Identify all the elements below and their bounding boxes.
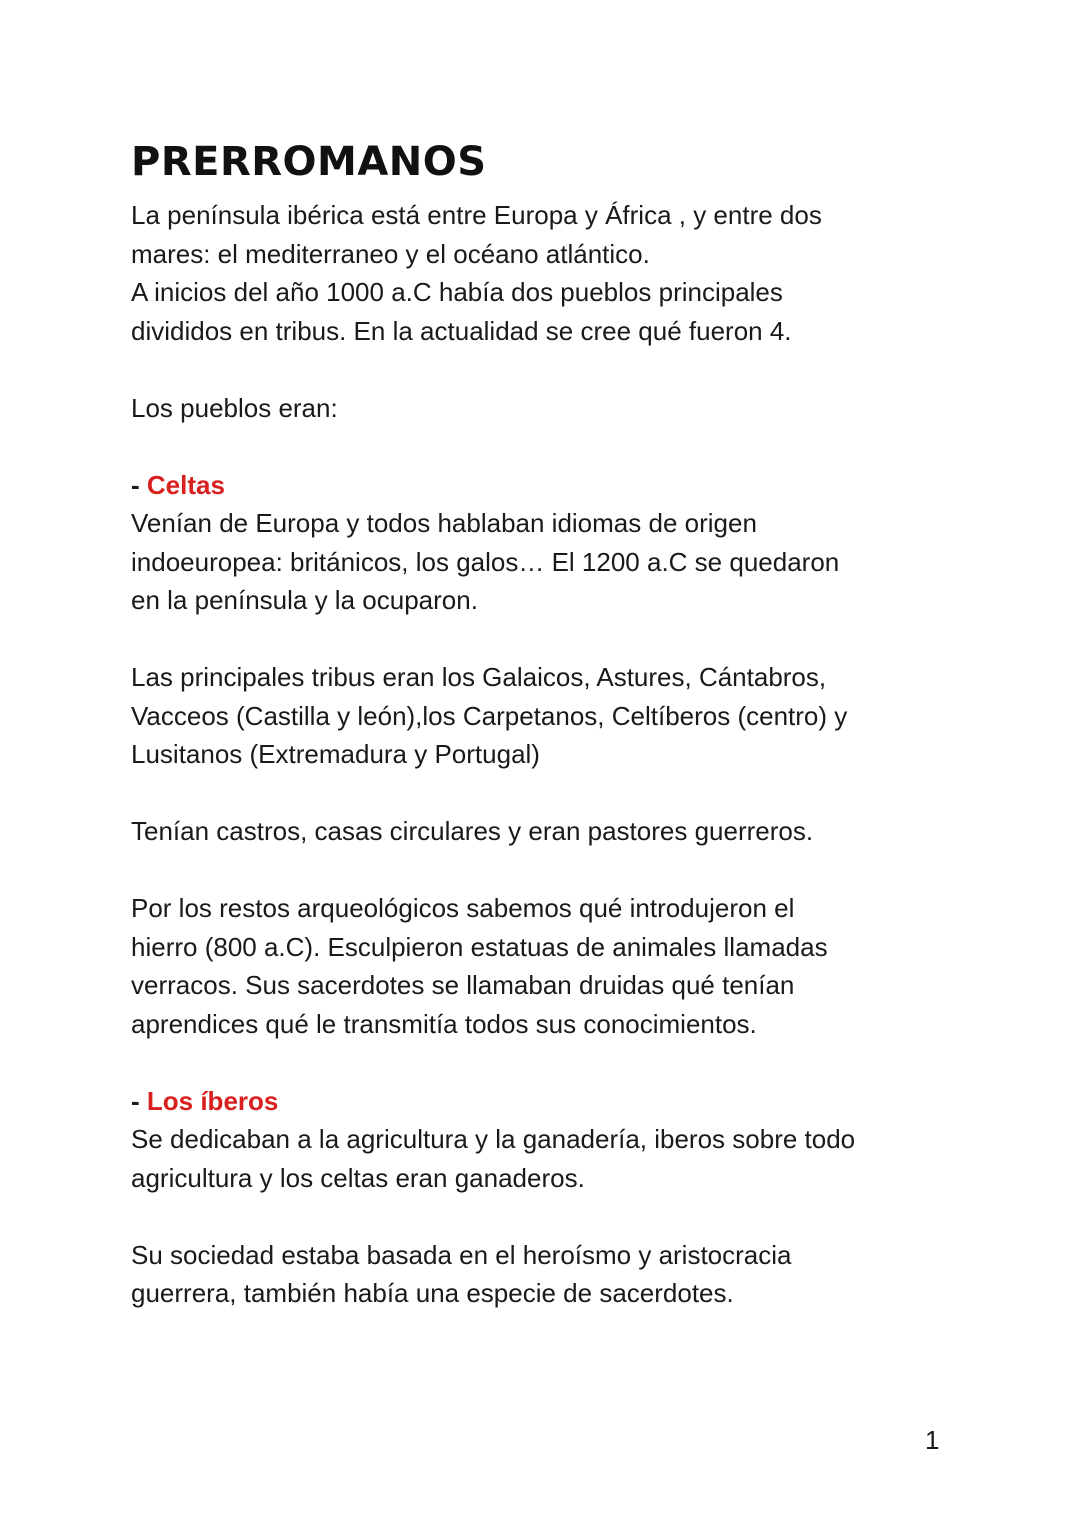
paragraph-gap [131,350,961,389]
section-heading-iberos [131,1082,961,1121]
page-number: 1 [925,1425,940,1455]
section-celtas [131,466,961,1082]
heading-text: Los íberos [146,1085,279,1116]
iberos-paragraph-economy: Se dedicaban a la agricultura y la ganadería, iberos sobre todo agricultura y los celtas eran ganaderos. [131,1124,856,1193]
paragraph-gap [131,774,961,813]
celtas-paragraph-origin: Venían de Europa y todos hablaban idiomas de origen indoeuropea: británicos, los galos… El 1200 a.C se quedaron en la península y la ocuparon. [131,508,840,615]
document-title: PRERROMANOS [131,139,487,185]
intro-paragraph: La península ibérica está entre Europa y África , y entre dos mares: el mediterraneo y el océano atlántico. A inicios del año 1000 a.C había dos pueblos principales divididos en tribus. En la actualidad se cree qué fueron 4. [131,200,822,346]
heading-text: Celtas [146,469,225,500]
paragraph-gap [131,851,961,890]
paragraph-gap [131,620,961,659]
celtas-paragraph-tribes: Las principales tribus eran los Galaicos, Astures, Cántabros, Vacceos (Castilla y león),los Carpetanos, Celtíberos (centro) y Lusitanos (Extremadura y Portugal) [131,662,848,769]
paragraph-gap [131,1043,961,1082]
section-iberos [131,1082,961,1313]
section-heading-celtas [131,466,961,505]
intro-peoples-lead: Los pueblos eran: [131,392,338,423]
heading-dash: - [131,469,147,500]
celtas-paragraph-archaeology: Por los restos arqueológicos sabemos qué introdujeron el hierro (800 a.C). Esculpieron estatuas de animales llamadas verracos. Sus sacerdotes se llamaban druidas qué tenían aprendices qué le transmitía todos sus conocimientos. [131,893,828,1039]
paragraph-gap [131,427,961,466]
paragraph-gap [131,1197,961,1236]
heading-dash: - [131,1085,147,1116]
document-page [131,138,961,1313]
celtas-paragraph-castros: Tenían castros, casas circulares y eran pastores guerreros. [131,816,814,846]
iberos-paragraph-society: Su sociedad estaba basada en el heroísmo y aristocracia guerrera, también había una especie de sacerdotes. [131,1239,792,1308]
